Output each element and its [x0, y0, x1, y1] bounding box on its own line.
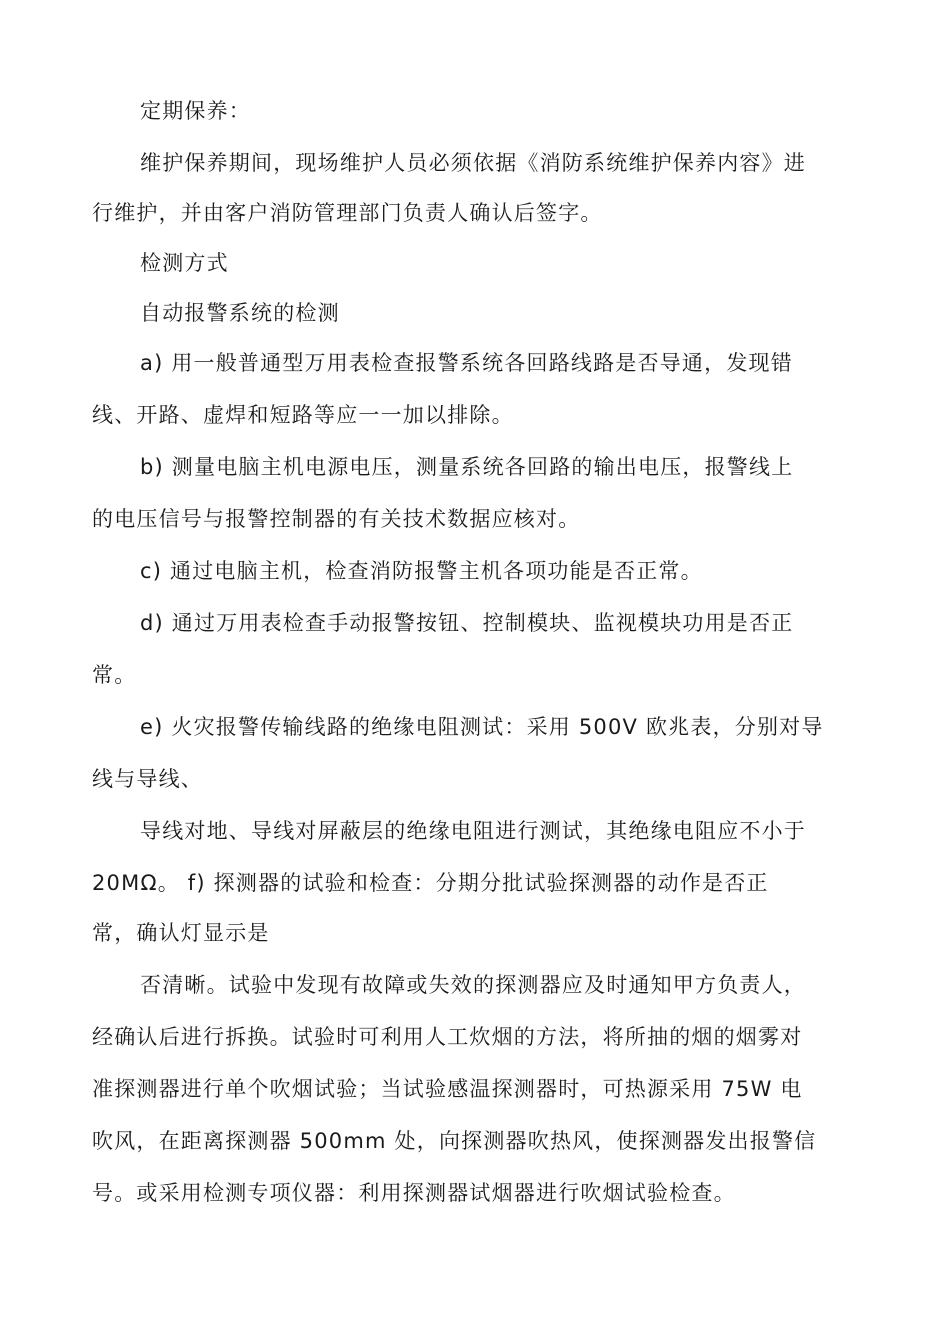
list-item-f: 20MΩ。 f) 探测器的试验和检查：分期分批试验探测器的动作是否正 — [92, 871, 769, 895]
paragraph-line: 导线对地、导线对屏蔽层的绝缘电阻进行测试，其绝缘电阻应不小于 — [140, 819, 806, 843]
heading-maintenance: 定期保养： — [140, 99, 251, 123]
paragraph-line: 常。 — [92, 663, 137, 687]
list-item-b: b) 测量电脑主机电源电压，测量系统各回路的输出电压，报警线上 — [140, 455, 794, 479]
list-item-d: d) 通过万用表检查手动报警按钮、控制模块、监视模块功用是否正 — [140, 611, 794, 635]
heading-auto-alarm-detection: 自动报警系统的检测 — [140, 301, 340, 325]
paragraph-line: 线、开路、虚焊和短路等应一一加以排除。 — [92, 403, 514, 427]
paragraph-line: 行维护，并由客户消防管理部门负责人确认后签字。 — [92, 201, 603, 225]
list-item-c: c) 通过电脑主机，检查消防报警主机各项功能是否正常。 — [140, 559, 703, 583]
paragraph-line: 准探测器进行单个吹烟试验；当试验感温探测器时，可热源采用 75W 电 — [92, 1077, 803, 1101]
paragraph-line: 号。或采用检测专项仪器：利用探测器试烟器进行吹烟试验检查。 — [92, 1181, 736, 1205]
paragraph-line: 常，确认灯显示是 — [92, 921, 270, 945]
heading-detection-method: 检测方式 — [140, 251, 229, 275]
list-item-e: e) 火灾报警传输线路的绝缘电阻测试：采用 500V 欧兆表，分别对导 — [140, 715, 824, 739]
paragraph-line: 吹风，在距离探测器 500mm 处，向探测器吹热风，使探测器发出报警信 — [92, 1129, 817, 1153]
paragraph-line: 的电压信号与报警控制器的有关技术数据应核对。 — [92, 507, 581, 531]
list-item-a: a) 用一般普通型万用表检查报警系统各回路线路是否导通，发现错 — [140, 351, 793, 375]
paragraph-line: 经确认后进行拆换。试验时可利用人工炊烟的方法，将所抽的烟的烟雾对 — [92, 1025, 803, 1049]
paragraph-line: 线与导线、 — [92, 767, 203, 791]
paragraph-line: 否清晰。试验中发现有故障或失效的探测器应及时通知甲方负责人， — [140, 973, 806, 997]
paragraph-line: 维护保养期间，现场维护人员必须依据《消防系统维护保养内容》进 — [140, 151, 806, 175]
